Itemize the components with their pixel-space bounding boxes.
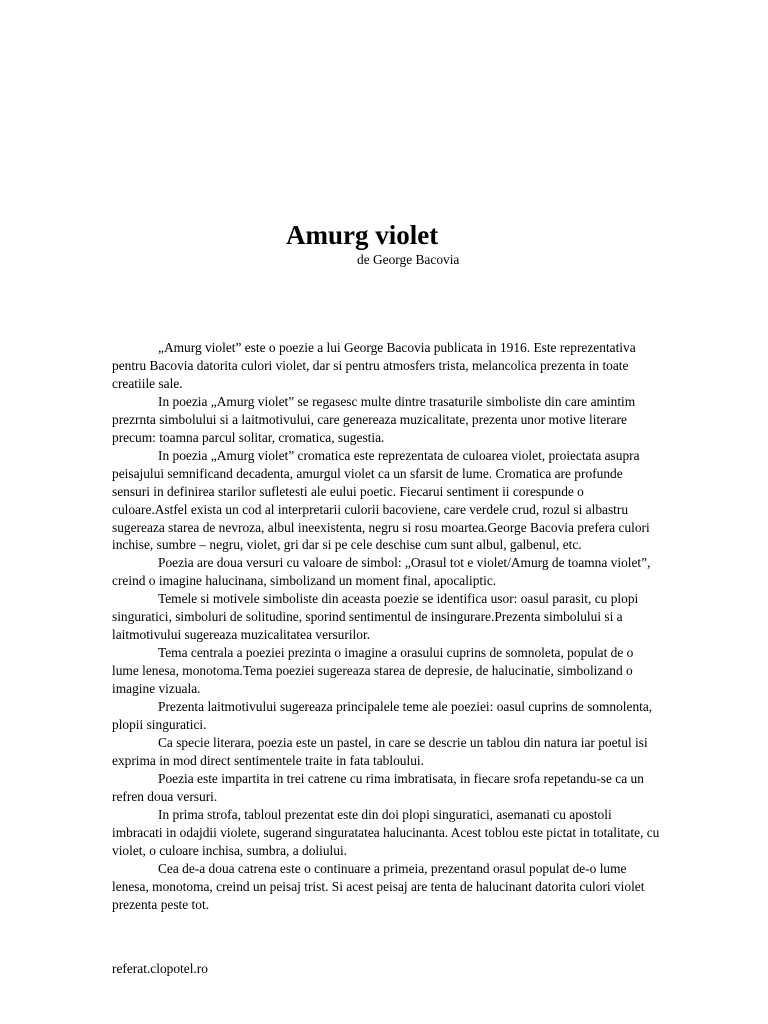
paragraph-6: Tema centrala a poeziei prezinta o imagine a orasului cuprins de somnoleta, populat de o lume lenesa, monotoma.Tema poeziei sugereaza starea de depresie, de halucinatie, simbolizand o imagine vizuala. <box>112 645 634 697</box>
paragraph-7: Prezenta laitmotivului sugereaza principalele teme ale poeziei: oasul cuprins de somnolenta, plopii singuratici. <box>112 699 653 733</box>
paragraph-2: In poezia „Amurg violet” se regasesc multe dintre trasaturile simboliste din care amintim prezrnta simbolului si a laitmotivului, care genereaza muzicalitate, prezenta unor motive literare precum: toamna parcul solitar, cromatica, sugestia. <box>112 393 636 445</box>
paragraph-8: Ca specie literara, poezia este un pastel, in care se descrie un tablou din natura iar poetul isi exprima in mod direct sentimentele traite in fata tabloului. <box>112 734 648 768</box>
paragraph-11: Cea de-a doua catrena este o continuare a primeia, prezentand orasul populat de-o lume lenesa, monotoma, creind un peisaj trist. Si acest peisaj are tenta de halucinant datorita culori violet prezenta peste tot. <box>112 860 645 912</box>
paragraph-10: In prima strofa, tabloul prezentat este din doi plopi singuratici, asemanati cu apostoli imbracati in odajdii violete, sugerand singuratatea halucinanta. Acest toblou este pictat in totalitate, cu violet, o culoare inchisa, sumbra, a doliului. <box>112 806 660 858</box>
body-text <box>112 339 660 914</box>
paragraph-4: Poezia are doua versuri cu valoare de simbol: „Orasul tot e violet/Amurg de toamna violet”, creind o imagine halucinana, simbolizand un moment final, apocaliptic. <box>112 555 651 589</box>
footer-source: referat.clopotel.ro <box>112 961 208 976</box>
paragraph-3: In poezia „Amurg violet” cromatica este reprezentata de culoarea violet, proiectata asupra peisajului semnificand decadenta, amurgul violet ca un sfarsit de lume. Cromatica are profunde sensuri in definirea starilor sufletesti ale eului poetic. Fiecarui sentiment ii corespunde o culoare.Astfel exista un cod al interpretarii culorii bacoviene, care verdele crud, rozul si albastru sugereaza starea de nevroza, albul ineexistenta, negru si rosu moartea.George Bacovia prefera culori inchise, sumbre – negru, violet, gri dar si pe cele deschise cum sunt albul, galbenul, etc. <box>112 447 650 553</box>
paragraph-1: „Amurg violet” este o poezie a lui George Bacovia publicata in 1916. Este reprezentativa pentru Bacovia datorita culori violet, dar si pentru atmosfers trista, melancolica prezenta in toate creatiile sale. <box>112 340 636 391</box>
paragraph-5: Temele si motivele simboliste din aceasta poezie se identifica usor: oasul parasit, cu plopi singuratici, simboluri de solitudine, sporind sentimentul de insingurare.Prezenta simbolului si a laitmotivului sugereaza muzicalitatea versurilor. <box>112 591 639 643</box>
page-title: Amurg violet <box>286 220 439 250</box>
author-line: de George Bacovia <box>357 252 460 267</box>
paragraph-9: Poezia este impartita in trei catrene cu rima imbratisata, in fiecare srofa repetandu-se ca un refren doua versuri. <box>112 770 644 804</box>
